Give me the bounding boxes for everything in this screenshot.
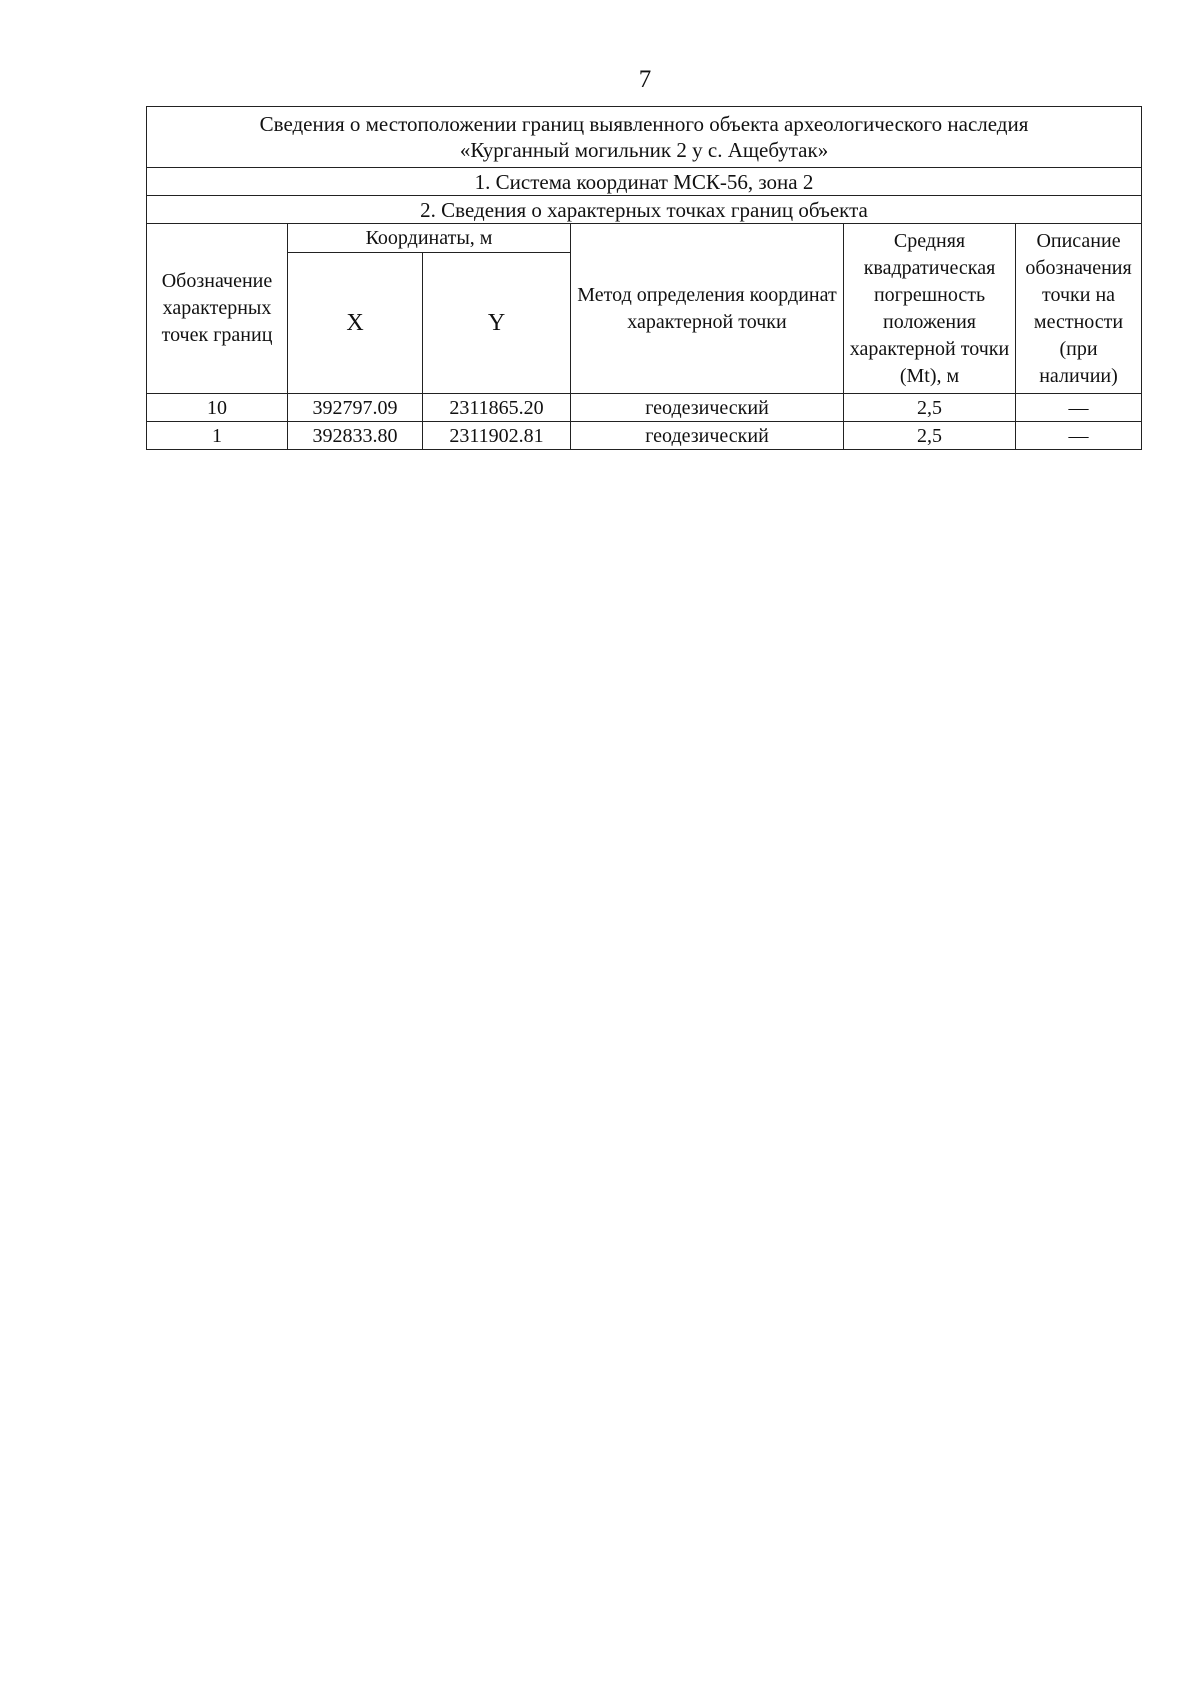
cell-x: 392797.09 xyxy=(288,394,423,422)
table-title-line-1: Сведения о местоположении границ выявленного объекта археологического наследия xyxy=(259,112,1029,136)
cell-x: 392833.80 xyxy=(288,422,423,450)
page-number: 7 xyxy=(638,66,652,93)
cell-point: 10 xyxy=(147,394,288,422)
cell-description: — xyxy=(1016,422,1142,450)
header-method: Метод определения координат характерной точки xyxy=(571,224,844,394)
cell-y: 2311865.20 xyxy=(423,394,571,422)
coordinate-system-row xyxy=(147,168,1142,196)
points-info-cell: 2. Сведения о характерных точках границ объекта xyxy=(147,196,1142,224)
header-coordinates: Координаты, м xyxy=(288,224,571,253)
cell-point: 1 xyxy=(147,422,288,450)
coordinate-system-cell: 1. Система координат МСК-56, зона 2 xyxy=(147,168,1142,196)
table-row xyxy=(147,422,1142,450)
boundary-points-table xyxy=(146,106,1142,450)
header-x: X xyxy=(288,253,423,394)
cell-error: 2,5 xyxy=(844,394,1016,422)
table-title-row xyxy=(147,107,1142,168)
header-error: Средняя квадратическая погрешность положения характерной точки (Mt), м xyxy=(844,224,1016,394)
cell-error: 2,5 xyxy=(844,422,1016,450)
cell-description: — xyxy=(1016,394,1142,422)
table-title-line-2: «Курганный могильник 2 у с. Ащебутак» xyxy=(459,138,829,162)
header-y: Y xyxy=(423,253,571,394)
points-info-row xyxy=(147,196,1142,224)
cell-method: геодезический xyxy=(571,422,844,450)
table-title xyxy=(147,107,1142,168)
cell-y: 2311902.81 xyxy=(423,422,571,450)
table-row xyxy=(147,394,1142,422)
header-description: Описание обозначения точки на местности (при наличии) xyxy=(1016,224,1142,394)
header-point-designation: Обозначение характерных точек границ xyxy=(147,224,288,394)
cell-method: геодезический xyxy=(571,394,844,422)
header-row-1 xyxy=(147,224,1142,253)
